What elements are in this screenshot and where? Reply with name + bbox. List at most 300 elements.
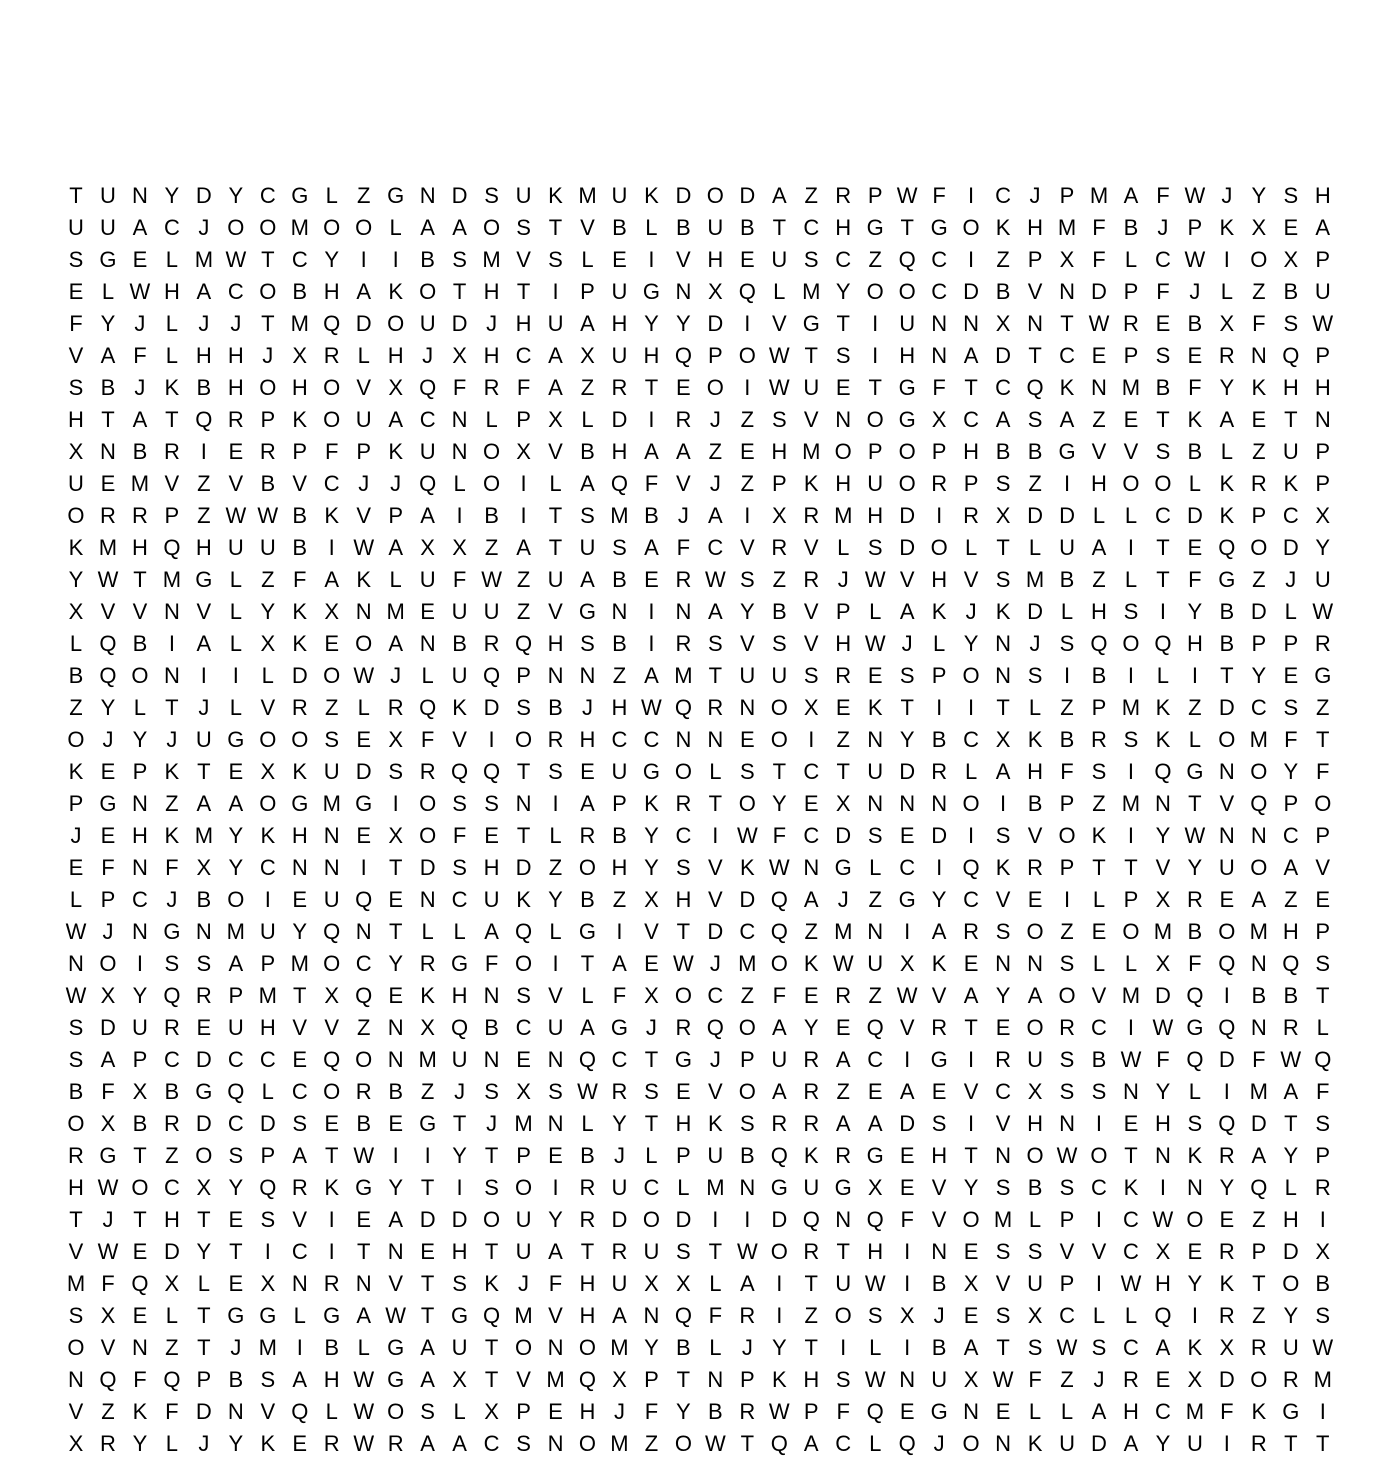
grid-cell: N (1314, 407, 1331, 432)
grid-cell: D (1282, 1239, 1299, 1264)
grid-cell: X (1027, 1079, 1043, 1104)
grid-cell: I (744, 503, 751, 528)
grid-cell: N (227, 1399, 244, 1424)
grid-cell: J (837, 567, 849, 592)
grid-cell: Z (1060, 919, 1074, 944)
grid-cell: D (1282, 535, 1299, 560)
grid-cell: J (198, 695, 210, 720)
grid-cell: T (197, 1335, 211, 1360)
grid-cell: P (1123, 279, 1139, 304)
grid-cell: Q (1218, 951, 1236, 976)
grid-cell: F (101, 1271, 115, 1296)
grid-cell: W (257, 503, 279, 528)
grid-cell: N (739, 1175, 756, 1200)
grid-cell: B (324, 1335, 340, 1360)
grid-cell: S (580, 503, 595, 528)
grid-cell: E (548, 1143, 563, 1168)
grid-cell: D (931, 823, 948, 848)
grid-cell: P (1251, 631, 1267, 656)
grid-cell: N (835, 407, 852, 432)
grid-cell: S (835, 343, 851, 368)
grid-cell: W (65, 919, 87, 944)
grid-cell: P (356, 439, 372, 464)
grid-cell: J (518, 1271, 530, 1296)
grid-cell: M (514, 1303, 533, 1328)
grid-row (60, 916, 1339, 948)
grid-cell: H (899, 343, 916, 368)
grid-cell: O (259, 215, 277, 240)
grid-cell: H (195, 535, 212, 560)
grid-cell: U (867, 471, 884, 496)
grid-cell: O (1282, 1271, 1300, 1296)
grid-cell: A (420, 503, 435, 528)
grid-cell: C (995, 183, 1012, 208)
grid-cell: R (1314, 1175, 1331, 1200)
grid-cell: N (1218, 823, 1235, 848)
grid-cell: X (644, 887, 659, 912)
grid-cell: U (1218, 855, 1235, 880)
grid-cell: S (260, 1207, 276, 1232)
grid-cell: L (453, 471, 466, 496)
grid-cell: X (1187, 1367, 1203, 1392)
grid-cell: L (1060, 599, 1074, 624)
grid-cell: C (931, 279, 948, 304)
grid-cell: R (611, 1239, 628, 1264)
grid-cell: T (804, 1335, 818, 1360)
grid-cell: S (676, 855, 691, 880)
grid-cell: D (1218, 695, 1235, 720)
grid-cell: R (68, 1143, 84, 1168)
grid-cell: L (933, 631, 946, 656)
grid-cell: R (803, 1079, 820, 1104)
grid-cell: D (451, 1207, 468, 1232)
grid-cell: P (292, 439, 308, 464)
grid-cell: S (452, 1271, 467, 1296)
grid-cell: T (740, 1431, 755, 1456)
grid-cell: W (481, 567, 502, 592)
grid-cell: I (1063, 663, 1071, 688)
grid-cell: H (68, 407, 84, 432)
grid-cell: I (904, 1047, 911, 1072)
grid-cell: Y (1187, 1271, 1203, 1296)
grid-cell: G (898, 887, 916, 912)
grid-cell: F (101, 1079, 115, 1104)
grid-cell: H (931, 567, 948, 592)
grid-cell: L (869, 1431, 882, 1456)
grid-cell: X (516, 1079, 531, 1104)
grid-cell: O (898, 279, 916, 304)
grid-cell: R (803, 1047, 820, 1072)
grid-cell: N (931, 791, 948, 816)
grid-cell: Q (578, 1047, 597, 1072)
grid-cell: V (548, 599, 563, 624)
grid-cell: L (677, 1175, 690, 1200)
grid-cell: O (738, 1079, 756, 1104)
grid-cell: K (516, 887, 531, 912)
grid-cell: P (516, 1399, 531, 1424)
grid-cell: L (1028, 1207, 1042, 1232)
grid-cell: V (708, 1079, 723, 1104)
grid-cell: S (548, 759, 563, 784)
grid-cell: D (995, 343, 1012, 368)
grid-cell: J (709, 407, 721, 432)
grid-cell: U (835, 1271, 852, 1296)
grid-cell: O (962, 1431, 980, 1456)
grid-cell: T (708, 663, 723, 688)
grid-cell: O (483, 1207, 501, 1232)
grid-cell: S (1123, 727, 1139, 752)
grid-cell: T (1156, 567, 1170, 592)
grid-cell: N (739, 695, 756, 720)
grid-cell: Z (516, 567, 531, 592)
grid-row (60, 1012, 1339, 1044)
grid-cell: S (484, 183, 499, 208)
grid-cell: R (803, 503, 820, 528)
grid-cell: X (196, 855, 212, 880)
grid-cell: J (390, 471, 402, 496)
grid-cell: H (483, 855, 500, 880)
grid-cell: B (1187, 919, 1203, 944)
grid-cell: C (675, 823, 692, 848)
grid-cell: R (291, 1175, 308, 1200)
grid-cell: Z (1284, 887, 1298, 912)
grid-cell: O (419, 823, 437, 848)
grid-cell: O (674, 983, 692, 1008)
grid-cell: Y (995, 983, 1011, 1008)
grid-cell: G (419, 1111, 437, 1136)
grid-cell: Q (674, 343, 692, 368)
grid-cell: Z (1252, 567, 1266, 592)
grid-cell: T (1188, 791, 1202, 816)
grid-cell: E (676, 1079, 691, 1104)
grid-cell: Y (1187, 855, 1203, 880)
grid-cell: X (644, 1271, 659, 1296)
grid-cell: S (1059, 1079, 1075, 1104)
grid-cell: O (355, 1047, 373, 1072)
grid-cell: S (995, 919, 1011, 944)
grid-cell: Z (484, 535, 499, 560)
grid-cell: B (931, 727, 947, 752)
grid-cell: L (421, 663, 434, 688)
grid-cell: H (451, 983, 468, 1008)
grid-cell: Q (674, 695, 692, 720)
grid-cell: U (579, 535, 596, 560)
grid-cell: C (1154, 247, 1171, 272)
grid-cell: S (484, 1079, 499, 1104)
grid-cell: B (1027, 439, 1043, 464)
grid-cell: N (131, 919, 148, 944)
grid-cell: Y (196, 1239, 212, 1264)
grid-cell: P (1059, 791, 1075, 816)
grid-cell: V (260, 695, 276, 720)
grid-cell: T (165, 695, 179, 720)
grid-cell: A (580, 471, 595, 496)
grid-cell: E (995, 1399, 1011, 1424)
grid-cell: B (1219, 599, 1235, 624)
grid-cell: W (1152, 1015, 1174, 1040)
grid-cell: Q (962, 855, 980, 880)
grid-cell: P (1187, 215, 1203, 240)
grid-cell: T (484, 1143, 499, 1168)
grid-cell: A (292, 1367, 308, 1392)
grid-cell: T (1284, 1431, 1298, 1456)
grid-cell: X (1059, 247, 1075, 272)
grid-cell: L (453, 1399, 466, 1424)
grid-cell: D (899, 535, 916, 560)
grid-cell: K (132, 1399, 148, 1424)
grid-cell: K (292, 631, 308, 656)
grid-cell: P (132, 1047, 148, 1072)
grid-cell: B (676, 215, 691, 240)
grid-cell: D (355, 311, 372, 336)
grid-cell: S (260, 1367, 276, 1392)
grid-cell: E (228, 439, 244, 464)
grid-cell: M (1249, 919, 1268, 944)
grid-cell: X (1219, 1335, 1235, 1360)
grid-cell: Q (323, 1047, 341, 1072)
grid-cell: Q (1314, 1047, 1332, 1072)
grid-cell: P (739, 1047, 755, 1072)
grid-cell: J (262, 343, 274, 368)
grid-cell: E (132, 247, 148, 272)
grid-cell: D (739, 887, 756, 912)
grid-cell: I (1127, 663, 1135, 688)
grid-cell: W (1056, 1335, 1078, 1360)
grid-cell: J (677, 503, 689, 528)
grid-cell: P (1283, 631, 1299, 656)
grid-cell: U (355, 407, 372, 432)
grid-cell: I (520, 471, 527, 496)
grid-cell: S (867, 1303, 883, 1328)
grid-cell: I (424, 1143, 431, 1168)
grid-cell: N (995, 631, 1012, 656)
grid-cell: W (1152, 1207, 1174, 1232)
grid-cell: I (1095, 1271, 1103, 1296)
grid-cell: B (356, 1111, 372, 1136)
grid-cell: W (1184, 247, 1206, 272)
grid-cell: N (387, 1239, 404, 1264)
grid-cell: W (1312, 1335, 1334, 1360)
grid-cell: M (194, 247, 214, 272)
grid-cell: C (227, 1047, 244, 1072)
grid-cell: N (68, 1367, 84, 1392)
grid-cell: Y (228, 183, 244, 208)
grid-cell: X (420, 1015, 435, 1040)
grid-cell: O (1058, 823, 1076, 848)
grid-cell: E (899, 1175, 915, 1200)
grid-cell: E (580, 759, 595, 784)
grid-cell: P (100, 887, 116, 912)
grid-cell: E (292, 1431, 308, 1456)
grid-cell: N (931, 1239, 948, 1264)
grid-cell: R (483, 631, 500, 656)
grid-cell: D (739, 183, 756, 208)
grid-cell: A (580, 311, 595, 336)
grid-cell: W (864, 1367, 886, 1392)
grid-cell: V (1059, 1239, 1075, 1264)
grid-cell: B (708, 1399, 723, 1424)
grid-cell: K (1187, 1143, 1203, 1168)
grid-cell: O (323, 951, 341, 976)
grid-cell: N (995, 951, 1012, 976)
grid-cell: L (581, 247, 594, 272)
grid-cell: R (739, 1399, 756, 1424)
grid-cell: P (963, 471, 979, 496)
grid-cell: S (1027, 407, 1043, 432)
grid-cell: W (992, 1367, 1014, 1392)
grid-cell: F (932, 183, 946, 208)
grid-cell: A (516, 535, 531, 560)
grid-cell: O (770, 727, 788, 752)
grid-cell: R (835, 1143, 852, 1168)
grid-cell: U (323, 887, 340, 912)
grid-cell: Z (101, 1399, 115, 1424)
grid-cell: L (229, 599, 242, 624)
grid-cell: Q (131, 1271, 149, 1296)
grid-cell: X (388, 375, 404, 400)
grid-cell: G (674, 1047, 692, 1072)
grid-cell: C (355, 951, 372, 976)
grid-cell: H (163, 1207, 180, 1232)
grid-cell: O (323, 407, 341, 432)
grid-cell: T (1156, 535, 1170, 560)
grid-cell: P (1315, 919, 1331, 944)
grid-cell: M (1057, 215, 1077, 240)
grid-cell: Y (1251, 663, 1267, 688)
grid-cell: K (803, 951, 819, 976)
grid-cell: E (931, 1079, 947, 1104)
grid-cell: E (292, 1047, 308, 1072)
grid-cell: F (1092, 247, 1106, 272)
grid-cell: Q (99, 663, 117, 688)
grid-cell: V (516, 1367, 531, 1392)
grid-cell: F (101, 855, 115, 880)
grid-cell: Y (1219, 375, 1235, 400)
grid-cell: Q (163, 1367, 181, 1392)
grid-cell: H (1282, 1207, 1299, 1232)
grid-cell: S (1315, 1303, 1331, 1328)
grid-cell: E (100, 759, 116, 784)
grid-cell: N (451, 407, 468, 432)
grid-cell: N (611, 599, 628, 624)
grid-cell: W (768, 1399, 790, 1424)
grid-cell: J (1029, 183, 1041, 208)
grid-cell: C (835, 1431, 852, 1456)
grid-cell: H (515, 311, 532, 336)
grid-cell: N (419, 183, 436, 208)
grid-cell: Y (644, 823, 659, 848)
grid-cell: F (1188, 951, 1202, 976)
grid-cell: U (1186, 1431, 1203, 1456)
grid-cell: L (581, 407, 594, 432)
grid-cell: S (1059, 1175, 1075, 1200)
grid-cell: O (866, 279, 884, 304)
grid-cell: G (1058, 439, 1076, 464)
grid-cell: L (1060, 1399, 1074, 1424)
grid-cell: R (1250, 1335, 1267, 1360)
grid-cell: V (356, 503, 372, 528)
grid-cell: T (197, 1207, 211, 1232)
grid-cell: Z (1252, 1303, 1266, 1328)
grid-cell: S (484, 791, 499, 816)
grid-cell: A (580, 1015, 595, 1040)
grid-cell: L (1028, 695, 1042, 720)
grid-cell: N (547, 1431, 564, 1456)
grid-cell: N (100, 439, 116, 464)
grid-cell: I (1159, 1175, 1166, 1200)
grid-cell: C (291, 247, 308, 272)
grid-cell: O (1250, 759, 1268, 784)
grid-cell: S (516, 215, 531, 240)
grid-cell: C (803, 759, 820, 784)
grid-cell: Q (1186, 983, 1204, 1008)
grid-cell: P (1027, 247, 1043, 272)
grid-cell: N (835, 1207, 852, 1232)
grid-cell: Z (1188, 695, 1202, 720)
grid-cell: Z (868, 983, 882, 1008)
grid-cell: O (131, 1175, 149, 1200)
grid-cell: V (995, 887, 1011, 912)
grid-cell: X (1251, 215, 1267, 240)
grid-cell: I (616, 919, 623, 944)
grid-cell: Q (99, 1367, 117, 1392)
grid-cell: C (1154, 1399, 1171, 1424)
grid-cell: R (100, 503, 116, 528)
grid-cell: C (163, 1175, 180, 1200)
grid-cell: O (195, 1143, 213, 1168)
grid-cell: X (388, 727, 404, 752)
grid-cell: U (483, 887, 500, 912)
grid-cell: A (963, 343, 979, 368)
grid-cell: S (1187, 1111, 1203, 1136)
grid-cell: R (1027, 855, 1043, 880)
grid-cell: O (1250, 535, 1268, 560)
grid-cell: O (770, 1239, 788, 1264)
grid-row (60, 1428, 1339, 1460)
grid-cell: N (291, 1271, 308, 1296)
grid-cell: E (388, 983, 404, 1008)
grid-cell: W (97, 1175, 119, 1200)
grid-cell: N (131, 855, 148, 880)
grid-cell: T (1124, 1143, 1138, 1168)
grid-cell: H (803, 1367, 820, 1392)
grid-row (60, 788, 1339, 820)
grid-cell: L (1124, 951, 1138, 976)
grid-cell: Y (100, 695, 116, 720)
grid-cell: E (68, 279, 84, 304)
grid-cell: O (578, 855, 597, 880)
grid-cell: H (227, 343, 244, 368)
grid-cell: C (451, 887, 468, 912)
grid-cell: I (296, 1335, 303, 1360)
grid-cell: A (644, 535, 659, 560)
grid-row (60, 1172, 1339, 1204)
grid-cell: T (261, 311, 275, 336)
grid-cell: V (516, 247, 531, 272)
grid-cell: S (1283, 695, 1299, 720)
grid-cell: O (355, 215, 373, 240)
grid-cell: G (291, 183, 309, 208)
grid-cell: R (419, 951, 436, 976)
grid-cell: E (356, 823, 372, 848)
grid-cell: G (99, 247, 117, 272)
grid-cell: L (581, 983, 594, 1008)
grid-cell: Q (1282, 343, 1300, 368)
grid-cell: R (579, 1175, 596, 1200)
grid-cell: C (707, 983, 724, 1008)
grid-cell: O (227, 215, 245, 240)
grid-cell: E (1219, 1207, 1235, 1232)
